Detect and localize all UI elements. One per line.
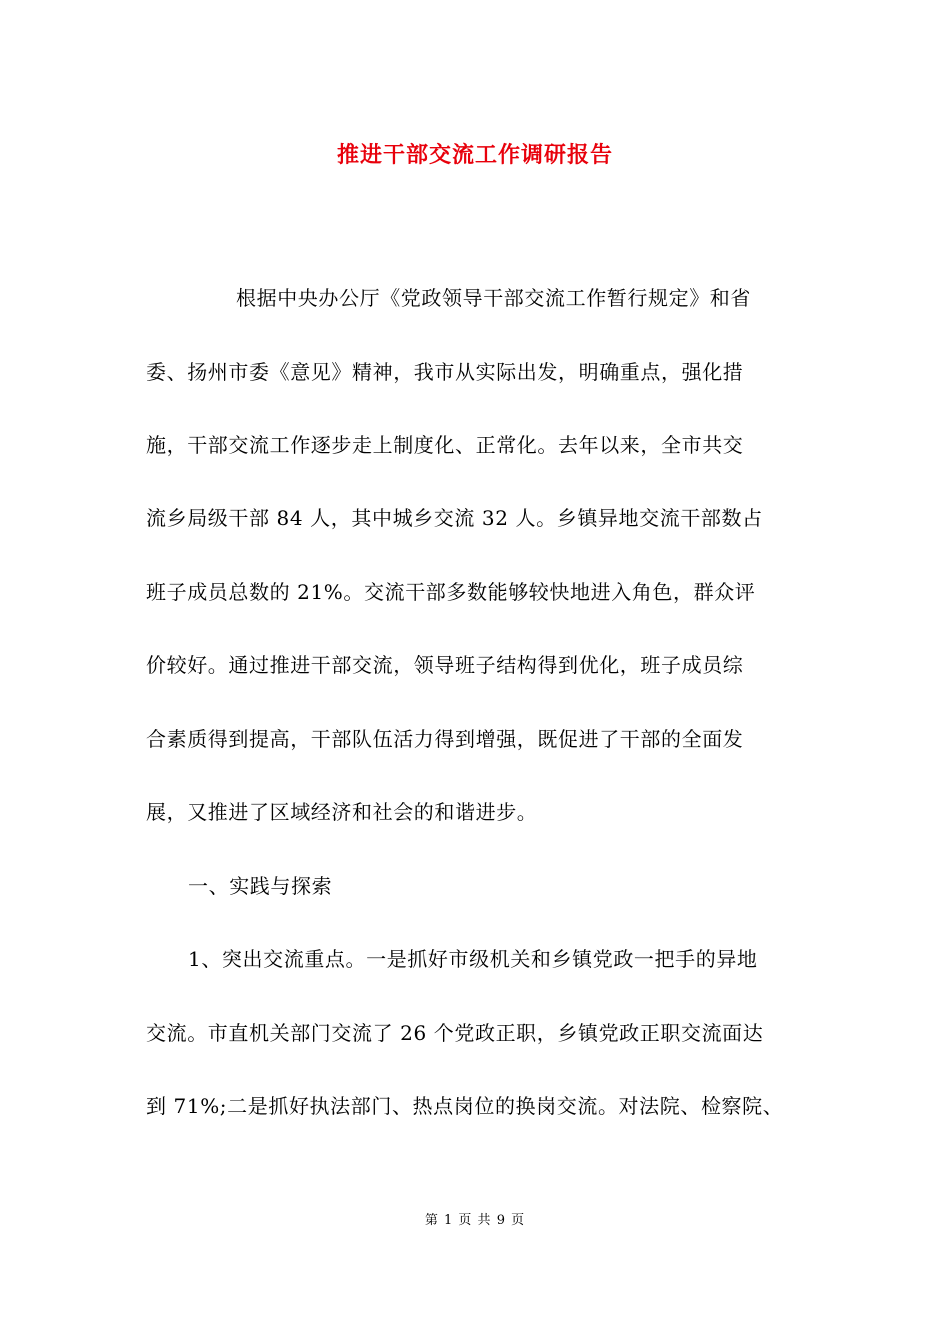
paragraph-line: 到 71%;二是抓好执法部门、热点岗位的换岗交流。对法院、检察院、 [146,1094,784,1118]
paragraph-line: 合素质得到提高，干部队伍活力得到增强，既促进了干部的全面发 [146,727,744,751]
paragraph-line: 展，又推进了区域经济和社会的和谐进步。 [146,800,538,824]
page-number-footer: 第 1 页 共 9 页 [424,1213,526,1228]
paragraph-line: 委、扬州市委《意见》精神，我市从实际出发，明确重点，强化措 [146,360,744,384]
paragraph-line: 流乡局级干部 84 人，其中城乡交流 32 人。乡镇异地交流干部数占 [146,506,763,530]
paragraph-line: 根据中央办公厅《党政领导干部交流工作暂行规定》和省 [236,286,751,310]
paragraph-line: 交流。市直机关部门交流了 26 个党政正职，乡镇党政正职交流面达 [146,1021,764,1045]
paragraph-line: 价较好。通过推进干部交流，领导班子结构得到优化，班子成员综 [146,653,744,677]
section-heading: 一、实践与探索 [188,874,333,898]
paragraph-line: 1、突出交流重点。一是抓好市级机关和乡镇党政一把手的异地 [188,947,758,971]
paragraph-line: 施，干部交流工作逐步走上制度化、正常化。去年以来，全市共交 [146,433,744,457]
document-title: 推进干部交流工作调研报告 [336,142,613,168]
paragraph-line: 班子成员总数的 21%。交流干部多数能够较快地进入角色，群众评 [146,580,756,604]
